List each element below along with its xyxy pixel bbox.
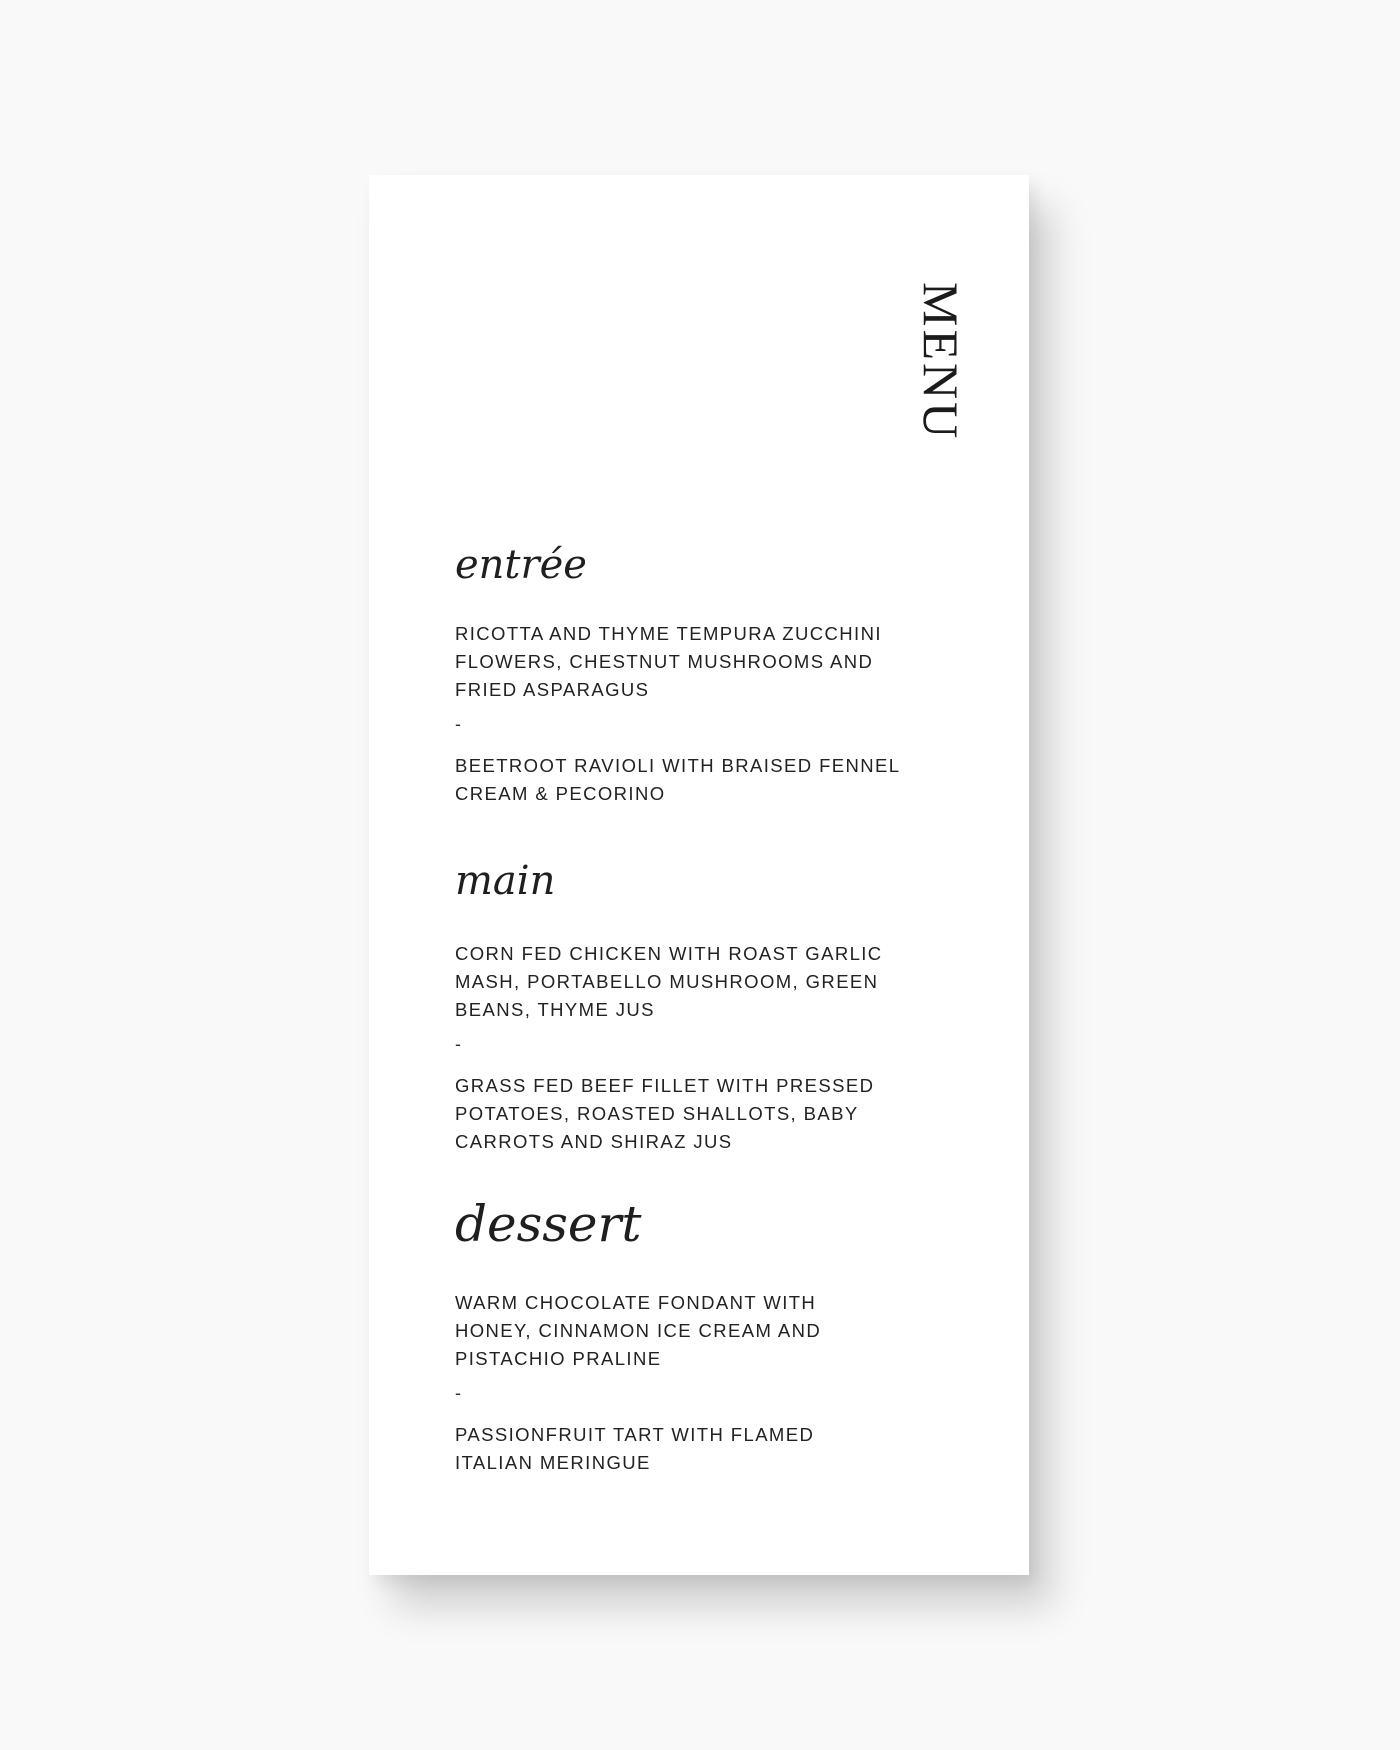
dish-entree-1: RICOTTA AND THYME TEMPURA ZUCCHINI FLOWERS, CHESTNUT MUSHROOMS AND FRIED ASPARAGUS (455, 623, 882, 700)
dish-dessert-1: WARM CHOCOLATE FONDANT WITH HONEY, CINNAMON ICE CREAM AND PISTACHIO PRALINE (455, 1292, 822, 1369)
dish-main-2: GRASS FED BEEF FILLET WITH PRESSED POTATOES, ROASTED SHALLOTS, BABY CARROTS AND SHIRAZ JUS (455, 1075, 875, 1152)
dish-entree-2: BEETROOT RAVIOLI WITH BRAISED FENNEL CREAM & PECORINO (455, 755, 900, 804)
dish-dessert-2: PASSIONFRUIT TART WITH FLAMED ITALIAN MERINGUE (455, 1424, 815, 1473)
section-heading-entree: entrée (455, 542, 587, 588)
dish-separator: - (455, 1034, 461, 1054)
menu-title: MENU (913, 282, 969, 442)
section-heading-dessert: dessert (455, 1195, 642, 1253)
section-heading-main: main (455, 858, 556, 904)
dish-separator: - (455, 714, 461, 734)
dish-separator: - (455, 1383, 461, 1403)
dish-main-1: CORN FED CHICKEN WITH ROAST GARLIC MASH, PORTABELLO MUSHROOM, GREEN BEANS, THYME JUS (455, 943, 883, 1020)
